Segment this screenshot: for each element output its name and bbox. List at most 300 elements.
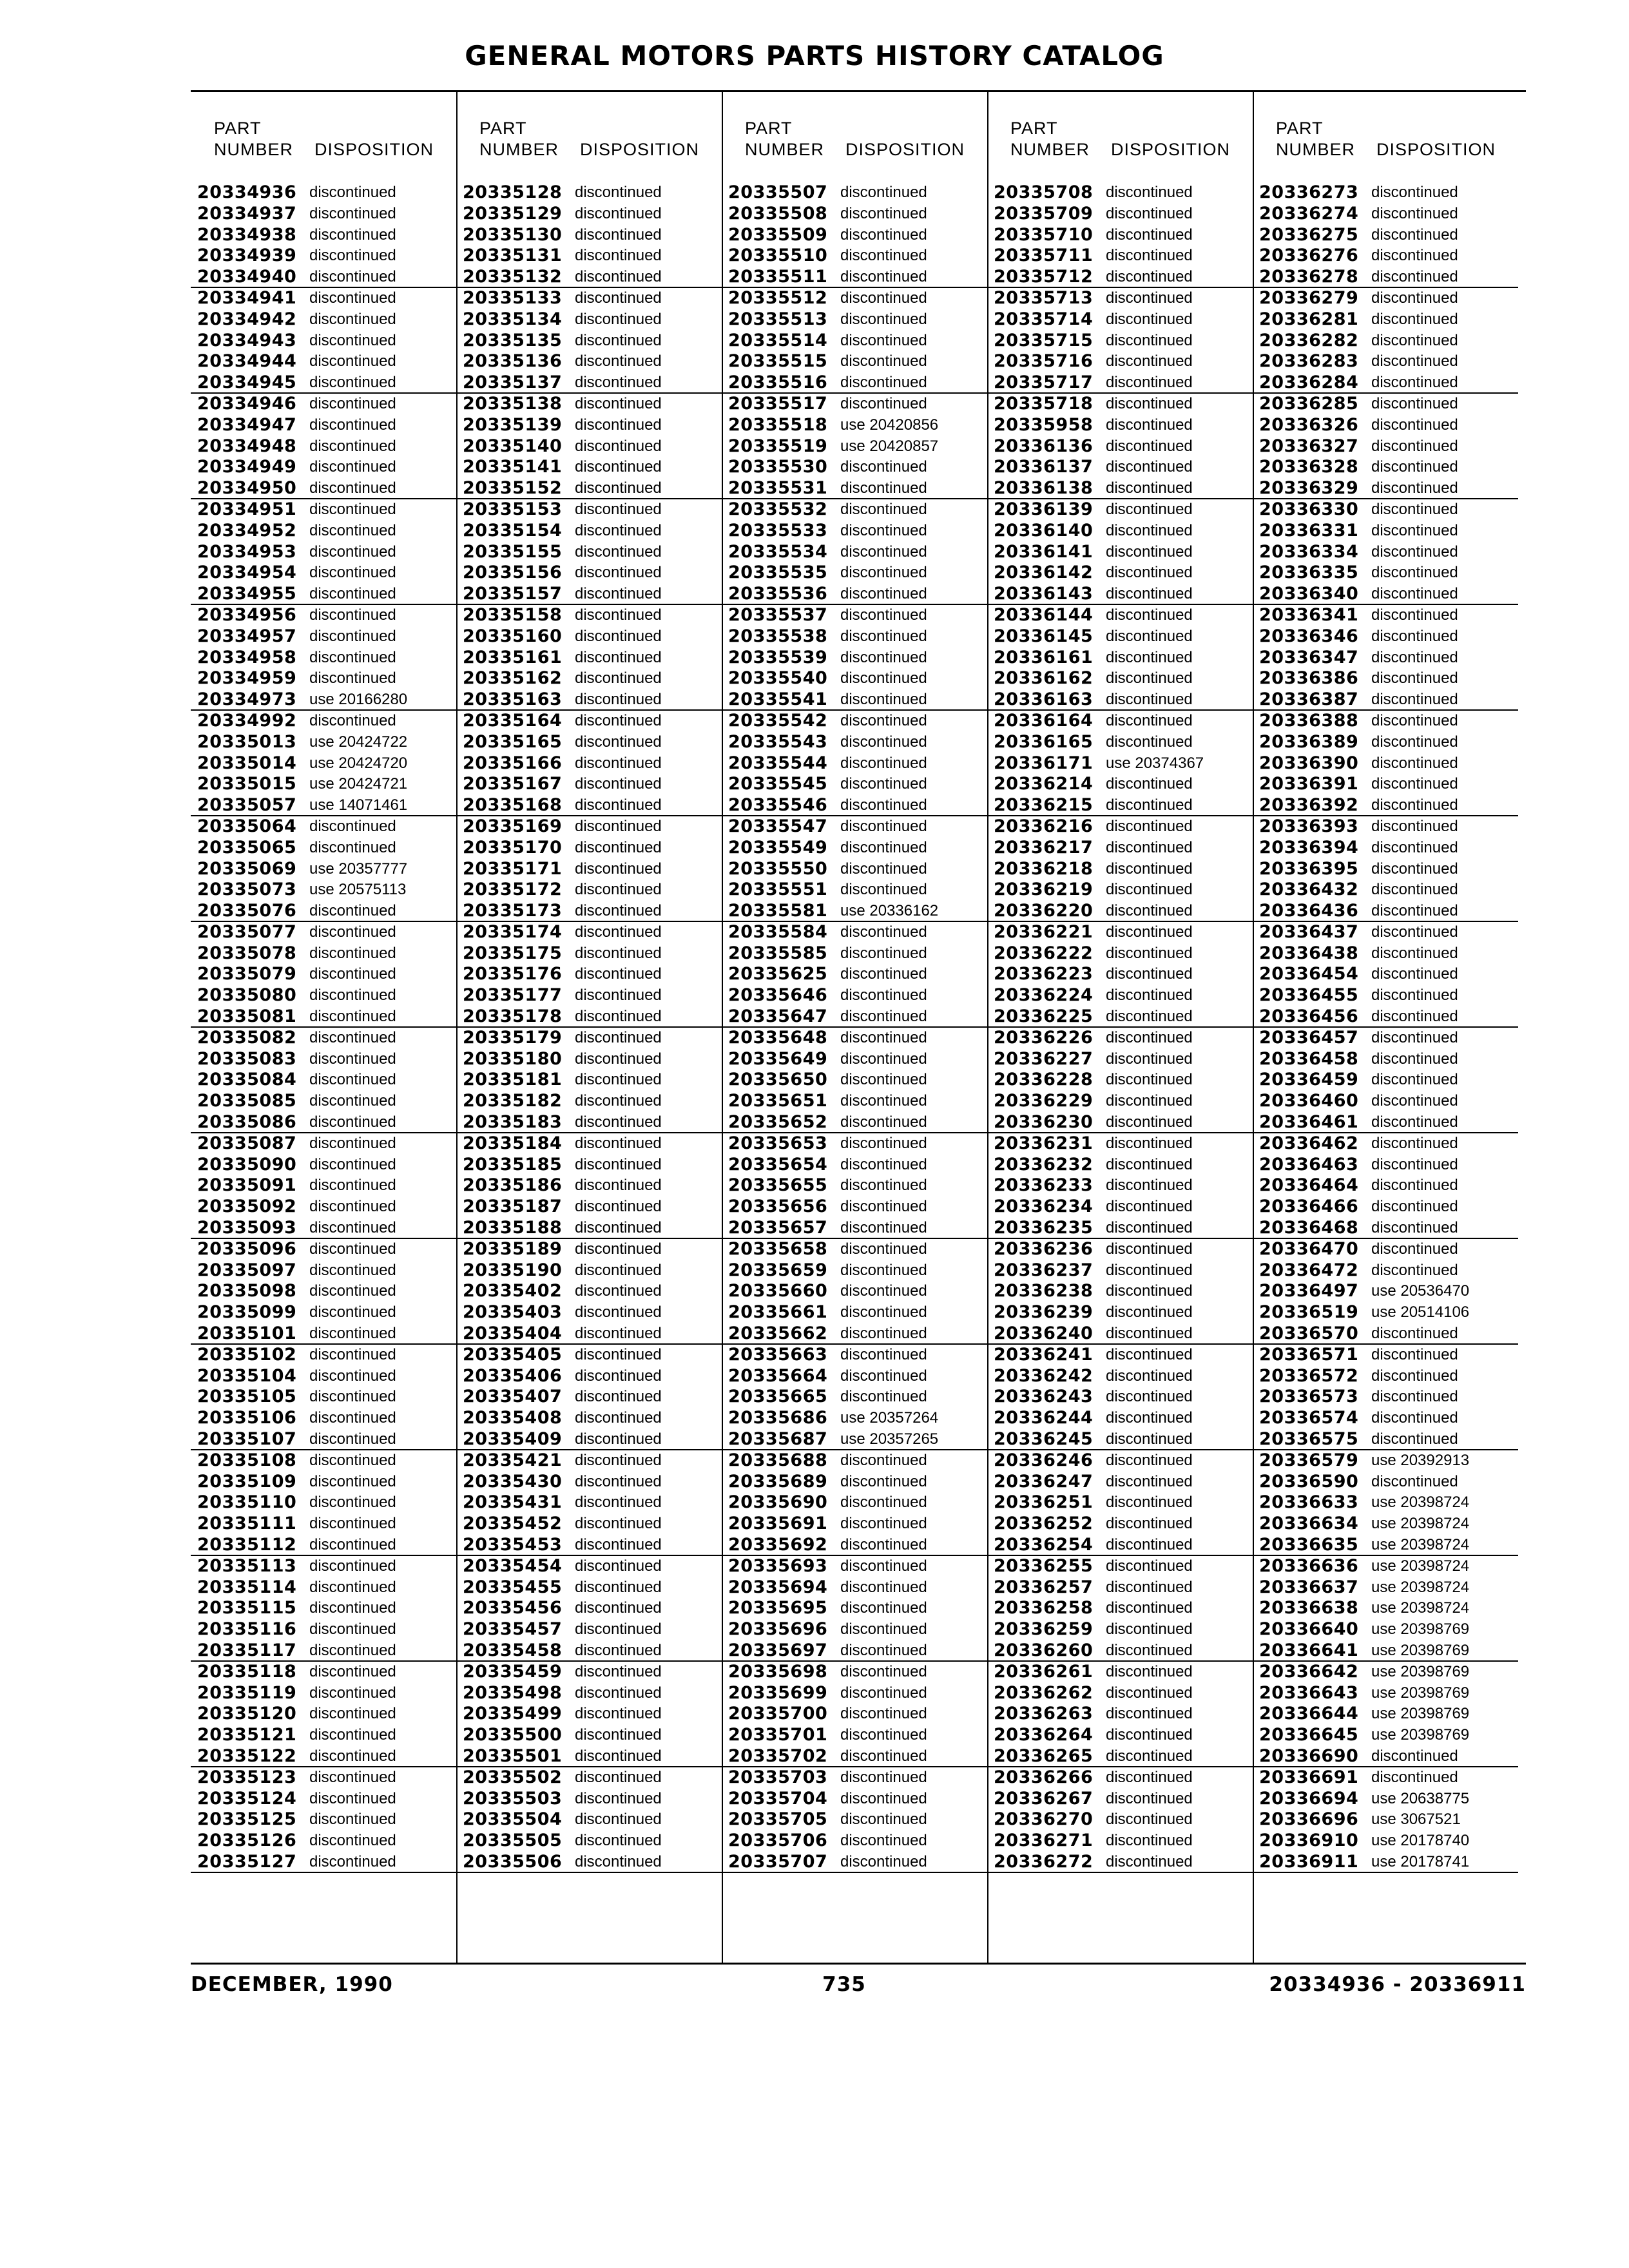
header-disposition-label: DISPOSITION (845, 140, 965, 159)
disposition-value: discontinued (1106, 1367, 1193, 1385)
table-row (191, 922, 456, 943)
table-row (456, 838, 722, 859)
part-number: 20336279 (1259, 287, 1359, 308)
disposition-value: discontinued (309, 944, 396, 962)
table-row (987, 943, 1253, 965)
part-number: 20336259 (994, 1619, 1094, 1640)
table-row (191, 753, 456, 774)
disposition-value: discontinued (309, 1494, 396, 1512)
part-number: 20335504 (463, 1809, 563, 1830)
table-row (722, 1746, 987, 1767)
table-row (1253, 267, 1518, 288)
table-row (191, 436, 456, 457)
part-number: 20335076 (197, 901, 297, 921)
disposition-value: discontinued (575, 1028, 662, 1046)
part-number: 20334946 (197, 393, 297, 414)
table-row (191, 309, 456, 331)
part-number: 20335177 (463, 985, 563, 1006)
disposition-value: discontinued (575, 500, 662, 518)
disposition-value: discontinued (1371, 1261, 1458, 1279)
part-number: 20335658 (728, 1238, 828, 1259)
disposition-value: discontinued (1371, 754, 1458, 772)
table-row (987, 922, 1253, 943)
part-number: 20336214 (994, 774, 1094, 794)
disposition-value: discontinued (840, 500, 927, 518)
table-row (722, 436, 987, 457)
part-number: 20336239 (994, 1302, 1094, 1323)
disposition-value: discontinued (1371, 331, 1458, 349)
part-number: 20335455 (463, 1577, 563, 1597)
part-number: 20335122 (197, 1745, 297, 1766)
disposition-value: discontinued (309, 458, 396, 476)
table-row (1253, 457, 1518, 478)
disposition-value: discontinued (575, 1325, 662, 1343)
part-number: 20336590 (1259, 1471, 1359, 1492)
table-row (987, 225, 1253, 246)
disposition-value: discontinued (575, 648, 662, 666)
disposition-value: discontinued (840, 881, 927, 899)
table-row (456, 1155, 722, 1176)
part-number: 20335085 (197, 1091, 297, 1111)
parts-column (722, 92, 987, 1873)
part-number: 20335581 (728, 901, 828, 921)
disposition-value: discontinued (1371, 733, 1458, 751)
part-number: 20335181 (463, 1070, 563, 1090)
disposition-value: discontinued (840, 775, 927, 793)
disposition-value: discontinued (309, 247, 396, 265)
disposition-value: discontinued (1106, 1113, 1193, 1131)
disposition-value: discontinued (575, 796, 662, 814)
table-row (1253, 436, 1518, 457)
disposition-value: discontinued (309, 1852, 396, 1870)
table-row (191, 1514, 456, 1535)
disposition-value: use 20398769 (1371, 1620, 1470, 1639)
part-number: 20336264 (994, 1725, 1094, 1745)
disposition-value: discontinued (1371, 1071, 1458, 1089)
table-row (191, 1640, 456, 1662)
disposition-value: discontinued (309, 711, 396, 729)
disposition-value: use 20398724 (1371, 1599, 1470, 1617)
part-number: 20335545 (728, 774, 828, 794)
disposition-value: use 20398769 (1371, 1641, 1470, 1659)
table-row (191, 943, 456, 965)
part-number: 20336262 (994, 1682, 1094, 1703)
part-number: 20335126 (197, 1831, 297, 1851)
table-row (191, 1746, 456, 1767)
table-row (987, 457, 1253, 478)
table-row (1253, 1387, 1518, 1408)
table-row (1253, 394, 1518, 415)
part-number: 20335536 (728, 584, 828, 604)
table-row (722, 1619, 987, 1640)
table-row (987, 605, 1253, 626)
table-row (456, 689, 722, 711)
part-number: 20336644 (1259, 1704, 1359, 1724)
table-row (456, 394, 722, 415)
disposition-value: discontinued (309, 1705, 396, 1723)
part-number: 20336462 (1259, 1133, 1359, 1153)
table-row (456, 1640, 722, 1662)
disposition-value: discontinued (1106, 1240, 1193, 1258)
disposition-value: discontinued (1371, 416, 1458, 434)
disposition-value: discontinued (840, 796, 927, 814)
part-number: 20336263 (994, 1704, 1094, 1724)
disposition-value: discontinued (1106, 1852, 1193, 1870)
disposition-value: discontinued (309, 1345, 396, 1363)
disposition-value: discontinued (575, 352, 662, 370)
disposition-value: discontinued (575, 1494, 662, 1512)
table-row (722, 1345, 987, 1366)
part-number: 20335114 (197, 1577, 297, 1597)
disposition-value: discontinued (1106, 184, 1193, 201)
disposition-value: discontinued (575, 881, 662, 899)
disposition-value: discontinued (309, 268, 396, 286)
part-number: 20336643 (1259, 1682, 1359, 1703)
table-row (191, 1323, 456, 1345)
part-number: 20336395 (1259, 858, 1359, 879)
disposition-value: discontinued (1106, 416, 1193, 434)
part-number: 20335544 (728, 753, 828, 773)
table-row (722, 1704, 987, 1725)
table-row (191, 521, 456, 542)
table-row (456, 521, 722, 542)
table-row (722, 372, 987, 394)
disposition-value: discontinued (309, 1747, 396, 1765)
disposition-value: discontinued (575, 543, 662, 561)
table-row (987, 1218, 1253, 1239)
table-row (987, 1091, 1253, 1112)
part-number: 20336143 (994, 584, 1094, 604)
disposition-value: discontinued (309, 1155, 396, 1173)
table-row (987, 1133, 1253, 1155)
part-number: 20336162 (994, 668, 1094, 689)
disposition-value: discontinued (840, 1811, 927, 1829)
part-number: 20336247 (994, 1471, 1094, 1492)
table-row (987, 1767, 1253, 1789)
part-number: 20335537 (728, 604, 828, 625)
part-number: 20335110 (197, 1492, 297, 1513)
disposition-value: discontinued (840, 394, 927, 412)
table-row (1253, 351, 1518, 372)
disposition-value: discontinued (1371, 1008, 1458, 1026)
part-number: 20336145 (994, 626, 1094, 646)
part-number: 20336225 (994, 1006, 1094, 1027)
table-row (456, 415, 722, 436)
part-number: 20336579 (1259, 1450, 1359, 1470)
table-row (722, 1112, 987, 1133)
disposition-value: use 20514106 (1371, 1303, 1470, 1321)
part-number: 20336460 (1259, 1091, 1359, 1111)
part-number: 20334952 (197, 520, 297, 541)
table-row (191, 732, 456, 753)
table-row (722, 1218, 987, 1239)
part-number: 20335689 (728, 1471, 828, 1492)
table-row (191, 351, 456, 372)
disposition-value: discontinued (1371, 226, 1458, 244)
part-number: 20335550 (728, 858, 828, 879)
part-number: 20336265 (994, 1745, 1094, 1766)
part-number: 20335690 (728, 1492, 828, 1513)
disposition-value: discontinued (1371, 374, 1458, 392)
part-number: 20336274 (1259, 203, 1359, 224)
table-row (191, 1683, 456, 1704)
table-row (456, 1556, 722, 1577)
disposition-value: discontinued (1371, 1388, 1458, 1406)
table-row (456, 562, 722, 584)
part-number: 20335646 (728, 985, 828, 1006)
table-row (722, 562, 987, 584)
table-row (722, 774, 987, 795)
part-number: 20336329 (1259, 478, 1359, 499)
part-number: 20335518 (728, 414, 828, 435)
table-row (456, 753, 722, 774)
table-row (987, 1809, 1253, 1831)
table-row (456, 922, 722, 943)
disposition-value: discontinued (575, 606, 662, 624)
part-number: 20334947 (197, 414, 297, 435)
part-number: 20335697 (728, 1640, 828, 1660)
disposition-value: discontinued (840, 1388, 927, 1406)
disposition-value: use 20357777 (309, 860, 408, 878)
table-row (987, 648, 1253, 669)
table-row (1253, 562, 1518, 584)
table-row (1253, 1619, 1518, 1640)
disposition-value: discontinued (840, 817, 927, 835)
table-row (987, 1619, 1253, 1640)
table-row (456, 1281, 722, 1302)
disposition-value: discontinued (1106, 1599, 1193, 1617)
part-number: 20336432 (1259, 879, 1359, 900)
part-number: 20335625 (728, 964, 828, 985)
table-row (987, 1112, 1253, 1133)
disposition-value: discontinued (1371, 711, 1458, 729)
disposition-value: discontinued (840, 1684, 927, 1702)
disposition-value: discontinued (1106, 606, 1193, 624)
disposition-value: discontinued (575, 1536, 662, 1553)
disposition-value: discontinued (575, 204, 662, 222)
part-number: 20335655 (728, 1175, 828, 1196)
disposition-value: discontinued (575, 754, 662, 772)
disposition-value: discontinued (1106, 648, 1193, 666)
disposition-value: discontinued (1106, 775, 1193, 793)
table-row (1253, 288, 1518, 309)
part-number: 20334973 (197, 689, 297, 710)
table-row (987, 1049, 1253, 1070)
part-number: 20335705 (728, 1809, 828, 1830)
disposition-value: discontinued (1106, 1789, 1193, 1807)
table-row (987, 879, 1253, 901)
disposition-value: discontinued (309, 648, 396, 666)
part-number: 20336233 (994, 1175, 1094, 1196)
table-row (722, 626, 987, 648)
table-row (722, 499, 987, 521)
table-row (191, 774, 456, 795)
table-row (191, 204, 456, 225)
disposition-value: discontinued (1371, 691, 1458, 709)
part-number: 20335188 (463, 1218, 563, 1238)
part-number: 20335457 (463, 1619, 563, 1640)
part-number: 20335186 (463, 1175, 563, 1196)
part-number: 20336497 (1259, 1281, 1359, 1302)
table-row (987, 521, 1253, 542)
table-row (191, 1809, 456, 1831)
part-number: 20335127 (197, 1851, 297, 1872)
disposition-value: discontinued (309, 416, 396, 434)
disposition-value: discontinued (1106, 1155, 1193, 1173)
part-number: 20336347 (1259, 647, 1359, 668)
part-number: 20335178 (463, 1006, 563, 1027)
table-row (456, 1070, 722, 1091)
table-row (456, 795, 722, 816)
disposition-value: discontinued (309, 1789, 396, 1807)
table-row (456, 204, 722, 225)
part-number: 20335084 (197, 1070, 297, 1090)
disposition-value: discontinued (575, 1662, 662, 1680)
part-number: 20335686 (728, 1408, 828, 1428)
part-number: 20335165 (463, 731, 563, 752)
disposition-value: discontinued (840, 1578, 927, 1596)
part-number: 20336273 (1259, 182, 1359, 202)
table-row (722, 1281, 987, 1302)
disposition-value: discontinued (840, 986, 927, 1004)
table-row (987, 1577, 1253, 1599)
part-number: 20335715 (994, 330, 1094, 351)
table-row (987, 1345, 1253, 1366)
disposition-value: discontinued (575, 1789, 662, 1807)
disposition-value: discontinued (1106, 1134, 1193, 1152)
column-header (456, 92, 722, 182)
part-number: 20335140 (463, 436, 563, 456)
table-row (456, 626, 722, 648)
disposition-value: discontinued (1106, 711, 1193, 729)
disposition-value: discontinued (309, 1261, 396, 1279)
part-number: 20336340 (1259, 584, 1359, 604)
table-row (987, 859, 1253, 880)
disposition-value: use 20420856 (840, 416, 939, 434)
disposition-value: discontinued (309, 923, 396, 941)
part-number: 20336216 (994, 816, 1094, 836)
part-number: 20335699 (728, 1682, 828, 1703)
disposition-value: discontinued (309, 1684, 396, 1702)
part-number: 20335102 (197, 1344, 297, 1365)
table-row (1253, 521, 1518, 542)
disposition-value: discontinued (1106, 1430, 1193, 1448)
part-number: 20336258 (994, 1598, 1094, 1619)
disposition-value: discontinued (840, 1198, 927, 1216)
table-row (987, 288, 1253, 309)
disposition-value: discontinued (1371, 986, 1458, 1004)
table-row (987, 668, 1253, 689)
disposition-value: discontinued (309, 1451, 396, 1469)
part-number: 20335152 (463, 478, 563, 499)
part-number: 20335547 (728, 816, 828, 836)
table-row (987, 626, 1253, 648)
part-number: 20335513 (728, 309, 828, 329)
part-number: 20334944 (197, 351, 297, 372)
part-number: 20336171 (994, 753, 1094, 773)
table-row (191, 1281, 456, 1302)
disposition-value: use 20398724 (1371, 1515, 1470, 1533)
table-row (191, 394, 456, 415)
table-row (722, 689, 987, 711)
table-row (191, 584, 456, 605)
disposition-value: discontinued (309, 437, 396, 455)
part-number: 20335431 (463, 1492, 563, 1513)
part-number: 20335551 (728, 879, 828, 900)
part-number: 20336238 (994, 1281, 1094, 1302)
table-row (987, 1492, 1253, 1514)
part-number: 20335077 (197, 921, 297, 942)
table-row (456, 542, 722, 563)
disposition-value: discontinued (1371, 606, 1458, 624)
part-number: 20335065 (197, 837, 297, 858)
table-row (456, 648, 722, 669)
part-number: 20335141 (463, 457, 563, 477)
header-part-label: PART (479, 119, 527, 138)
part-number: 20335656 (728, 1196, 828, 1217)
disposition-value: discontinued (1106, 796, 1193, 814)
disposition-value: discontinued (309, 1325, 396, 1343)
table-row (456, 1345, 722, 1366)
disposition-value: discontinued (1106, 1768, 1193, 1786)
part-number: 20336243 (994, 1387, 1094, 1407)
disposition-value: discontinued (1106, 543, 1193, 561)
part-number: 20335693 (728, 1555, 828, 1576)
disposition-value: discontinued (840, 1008, 927, 1026)
disposition-value: discontinued (840, 585, 927, 603)
part-number: 20334938 (197, 224, 297, 245)
disposition-value: discontinued (840, 838, 927, 856)
table-row (456, 1704, 722, 1725)
disposition-value: discontinued (1371, 394, 1458, 412)
part-number: 20335713 (994, 287, 1094, 308)
part-number: 20336573 (1259, 1387, 1359, 1407)
part-number: 20335717 (994, 372, 1094, 393)
disposition-value: discontinued (840, 1789, 927, 1807)
disposition-value: discontinued (1106, 374, 1193, 392)
table-row (456, 668, 722, 689)
part-number: 20335508 (728, 203, 828, 224)
table-row (456, 964, 722, 985)
part-number: 20335652 (728, 1112, 828, 1133)
disposition-value: discontinued (840, 1219, 927, 1237)
table-row (987, 1746, 1253, 1767)
table-row (191, 1577, 456, 1599)
disposition-value: use 20398724 (1371, 1578, 1470, 1596)
table-row (1253, 1133, 1518, 1155)
table-row (1253, 668, 1518, 689)
table-row (1253, 901, 1518, 922)
part-number: 20335506 (463, 1851, 563, 1872)
disposition-value: discontinued (1106, 1494, 1193, 1512)
disposition-value: discontinued (1106, 1325, 1193, 1343)
disposition-value: discontinued (1371, 965, 1458, 983)
disposition-value: discontinued (309, 1028, 396, 1046)
part-number: 20335648 (728, 1027, 828, 1048)
table-row (456, 1408, 722, 1429)
part-number: 20335406 (463, 1365, 563, 1386)
disposition-value: discontinued (575, 331, 662, 349)
part-number: 20336240 (994, 1323, 1094, 1344)
disposition-value: discontinued (309, 1599, 396, 1617)
disposition-value: discontinued (1371, 1345, 1458, 1363)
table-row (191, 372, 456, 394)
table-row (456, 309, 722, 331)
table-row (722, 1049, 987, 1070)
disposition-value: discontinued (575, 1832, 662, 1850)
disposition-value: discontinued (1371, 1409, 1458, 1427)
disposition-value: use 20424722 (309, 733, 408, 751)
